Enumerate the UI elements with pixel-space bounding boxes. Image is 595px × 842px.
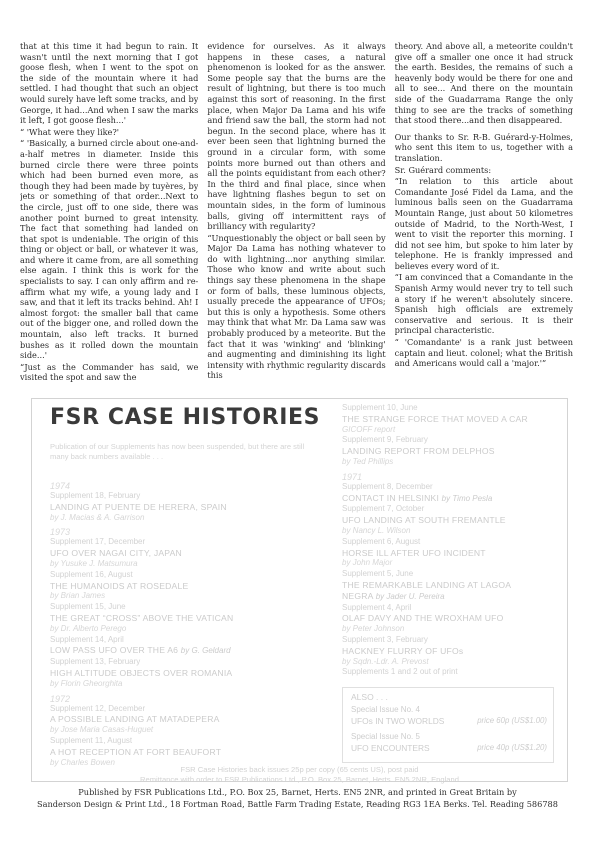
supplement-title [50, 668, 320, 679]
supplement-entry [342, 435, 557, 467]
article-column-1 [20, 41, 198, 391]
supplement-list-right [342, 403, 557, 678]
supplement-entry [50, 570, 320, 602]
publisher-line-1: Published by FSR Publications Ltd., P.O. Box 25, Barnet, Herts. EN5 2NR, and printed in Great Britain by [78, 787, 517, 797]
supplement-title-text: THE HUMANOIDS AT ROSEDALE [50, 580, 189, 591]
supplement-title-text: UFO OVER NAGAI CITY, JAPAN [50, 548, 182, 559]
also-box [342, 687, 554, 763]
supplement-number: Supplement 5, June [342, 569, 414, 579]
supplement-number: Supplement 15, June [50, 602, 126, 612]
supplement-title [342, 580, 557, 591]
supplement-entry [342, 403, 557, 435]
supplement-title [342, 493, 557, 505]
supplement-number: Supplement 16, August [50, 569, 133, 579]
supplement-title-text: THE REMARKABLE LANDING AT LAGOA [342, 579, 512, 590]
article-paragraph: that at this time it had begun to rain. It wasn't until the next morning that I got goose flesh, when I went to the spot on the side of the mountain where it had settled. I had thought that such an object would surely have left some tracks, and by George, it had...And when I saw the marks it left, I got goose flesh...' [20, 41, 199, 126]
also-label: ALSO . . . [351, 692, 388, 702]
article-paragraph: “Unquestionably the object or ball seen by Major Da Lama has nothing whatever to do with lightning...nor anything similar. Those who know and write about such things say these phenomena in the shape or form of balls, these luminous objects, usually precede the appearance of UFOs; but this is only a hypothesis. Some others may think that what Mr. Da Lama saw was probably produced by a meteorite. But the fact that it was 'winking' and 'blinking' and augmenting and diminishing its light intensity with rhythmic regularity discards this [207, 232, 386, 381]
supplement-title [50, 645, 320, 657]
supplement-author: by Charles Bowen [50, 757, 115, 767]
article-column-2 [207, 41, 385, 391]
article-paragraph: Sr. Guérard comments: [394, 164, 492, 175]
article-paragraph: “In relation to this article about Comandante José Fidel da Lama, and the luminous balls seen on the Guadarrama Mountain Range, just about 50 kilometres outside of Madrid, to the North-West, I went to visit the reporter this morning. I did not see him, but spoke to him later by telephone. He is frankly impressed and believes every word of it. [394, 176, 573, 271]
special-issue-label: Special Issue No. 5 [351, 732, 420, 741]
supplement-number: Supplement 3, February [342, 634, 428, 644]
article-paragraph: “ 'Comandante' is a rank just between captain and lieut. colonel; what the British and Americans would call a 'major.'” [394, 337, 573, 369]
supplement-title-text: OLAF DAVY AND THE WROXHAM UFO [342, 613, 504, 624]
special-issue-label: Special Issue No. 4 [351, 705, 420, 714]
supplement-author: by Peter Johnson [342, 624, 405, 634]
case-histories-box [31, 398, 568, 782]
supplement-entry [342, 569, 557, 602]
supplement-title-text: HIGH ALTITUDE OBJECTS OVER ROMANIA [50, 667, 233, 678]
year-heading: 1972 [50, 693, 71, 704]
supplement-number: Supplement 4, April [342, 602, 412, 612]
supplement-title [50, 714, 320, 725]
supplement-entry [342, 635, 557, 667]
supplement-title-text: LOW PASS UFO OVER THE A6 [50, 645, 179, 656]
supplement-entry [50, 491, 320, 523]
supplement-author: by Brian James [50, 591, 106, 601]
supplement-entry [50, 635, 320, 658]
special-issue-price: price 40p (US$1.20) [477, 742, 547, 752]
supplement-title-text: A HOT RECEPTION AT FORT BEAUFORT [50, 746, 222, 757]
year-heading: 1973 [50, 527, 71, 538]
supplement-number: Supplement 14, April [50, 634, 124, 644]
supplement-title-text: HORSE ILL AFTER UFO INCIDENT [342, 547, 486, 558]
supplement-author: by J. Macias & A. Garrison [50, 512, 145, 522]
supplement-author: GICOFF report [342, 424, 396, 434]
supplement-number: Supplement 18, February [50, 491, 141, 500]
supplement-entry [50, 736, 320, 768]
supplement-list-left [50, 477, 320, 768]
article-columns [20, 41, 573, 391]
supplement-number: Supplement 6, August [342, 536, 421, 546]
article-paragraph: “I am convinced that a Comandante in the Spanish Army would never try to tell such a story if he weren't absolutely sincere. Spanish high officials are extremely conservative and serious. It is their principal characteristic. [394, 272, 573, 336]
special-issue [351, 705, 547, 726]
article-paragraph: theory. And above all, a meteorite couldn't give off a smaller one once it had struck the earth. Besides, the remains of such a heavenly body would be there for one and all to see... And there on the mountain side of the Guadarrama Range the only thing to see are the tracks of something that stood there...and then disappeared. [394, 41, 573, 126]
supplement-title-text: LANDING REPORT FROM DELPHOS [342, 446, 495, 457]
article-paragraph: “ 'What were they like?' [20, 126, 120, 137]
supplement-author: by G. Geldard [180, 646, 231, 656]
supplement-author: by Florin Gheorghita [50, 678, 123, 688]
supplement-author: by Dr. Alberto Perego [50, 623, 127, 633]
supplement-title-text: CONTACT IN HELSINKI [342, 492, 440, 503]
supplement-entry [50, 537, 320, 569]
article-paragraph: Our thanks to Sr. R-B. Guérard-y-Holmes, who sent this item to us, together with a translation. [394, 131, 573, 163]
supplement-title-text: THE STRANGE FORCE THAT MOVED A CAR [342, 413, 528, 424]
article-paragraph: evidence for ourselves. As it always happens in these cases, a natural phenomenon is looked for as the answer. Some people say that the burns are the result of lightning, but there is too much against this sort of reasoning. In the first place, when Major Da Lama and his wife and friend saw the ball, the storm had not begun. In the second place, where has it ever been seen that lightning burned the ground in a circular form, with some points more burned out than others and all the points equidistant from each other? In the third and final place, since when have lightning flashes begun to set on mountain sides, in the form of luminous balls, giving off intermittent rays of brilliancy with regularity? [207, 41, 386, 232]
supplement-author: by Sqdn.-Ldr. A. Prevost [342, 656, 429, 666]
supplement-title-text: UFO LANDING AT SOUTH FREMANTLE [342, 515, 506, 526]
supplement-title [342, 646, 557, 657]
supplement-number: Supplement 13, February [50, 657, 141, 667]
supplement-entry [342, 504, 557, 536]
supplement-title-text: HACKNEY FLURRY OF UFOs [342, 645, 464, 656]
article-paragraph: “Just as the Commander has said, we visited the spot and saw the [20, 361, 199, 383]
supplement-author: by Jose Maria Casas-Huguet [50, 725, 154, 735]
supplement-entry [50, 657, 320, 689]
supplement-title-continued [342, 591, 557, 603]
special-issue-title: UFO ENCOUNTERS [351, 742, 430, 753]
out-of-print-note [342, 667, 557, 678]
supplement-title [342, 446, 557, 457]
supplement-number: Supplement 9, February [342, 435, 428, 445]
supplement-author: by Yusuke J. Matsumura [50, 558, 138, 568]
case-histories-remittance-line: Remittance with order to FSR Publications Ltd., P.O. Box 25, Barnet, Herts. EN5 2NR, England [140, 775, 459, 784]
supplement-author: by Timo Pesla [441, 493, 493, 503]
year-heading: 1971 [342, 471, 363, 482]
supplement-entry [342, 482, 557, 505]
supplement-number: Supplement 12, December [50, 703, 146, 713]
supplement-number: Supplement 11, August [50, 735, 133, 745]
article-paragraph: “ 'Basically, a burned circle about one-and-a-half metres in diameter. Inside this burned circle there were three points which had been burned even more, as though they had been made by tuyères, by jets or something of that order...Next to the circle, just off to one side, there was another point burned to great intensity. The fact that something had landed on that spot is undeniable. The origin of this thing or object or ball, or whatever it was, and where it came from, are all something else again. I think this is work for the specialists to say. I can only affirm and re-affirm what my wife, a young lady and I saw, and that it left its tracks behind. Ah! I almost forgot: the smaller ball that came out of the bigger one, and rolled down the mountain, also left tracks. It burned bushes as it rolled down the mountain side...' [20, 138, 199, 361]
supplement-title [342, 613, 557, 624]
supplement-entry [342, 603, 557, 635]
supplement-number: Supplement 8, December [342, 481, 433, 491]
supplement-title [50, 747, 320, 758]
publisher-line-2: Sanderson Design & Print Ltd., 18 Fortman Road, Battle Farm Trading Estate, Reading RG3 1EA Berks. Tel. Reading 586788 [37, 799, 558, 809]
supplement-title-text: THE GREAT “CROSS” ABOVE THE VATICAN [50, 612, 234, 623]
year-heading: 1974 [50, 481, 71, 491]
supplement-title [342, 414, 557, 425]
special-issue [351, 732, 547, 753]
case-histories-price-line: FSR Case Histories back issues 25p per copy (65 cents US), post paid [180, 765, 419, 774]
supplement-title [50, 548, 320, 559]
out-of-print-text: Supplements 1 and 2 out of print [342, 667, 458, 677]
supplement-title [50, 613, 320, 624]
supplement-title-text: NEGRA [342, 590, 374, 601]
supplement-title [342, 515, 557, 526]
supplement-author: by John Major [342, 558, 393, 568]
supplement-entry [50, 602, 320, 634]
supplement-author: by Ted Phillips [342, 456, 394, 466]
supplement-entry [50, 704, 320, 736]
supplement-title [342, 548, 557, 559]
supplement-title-text: LANDING AT PUENTE DE HERERA, SPAIN [50, 501, 227, 512]
supplement-number: Supplement 17, December [50, 537, 146, 547]
supplement-number: Supplement 10, June [342, 403, 418, 412]
supplement-entry [342, 537, 557, 569]
supplement-title [50, 502, 320, 513]
supplement-title [50, 581, 320, 592]
supplement-author: by Nancy L. Wilson [342, 525, 411, 535]
case-histories-title: FSR CASE HISTORIES [50, 405, 321, 430]
supplement-number: Supplement 7, October [342, 504, 425, 514]
supplement-title-text: A POSSIBLE LANDING AT MATADEPERA [50, 714, 220, 725]
case-histories-intro: Publication of our Supplements has now been suspended, but there are still many back numbers available . . . [50, 442, 305, 461]
special-issue-title: UFOs IN TWO WORLDS [351, 715, 445, 726]
special-issue-price: price 60p (US$1.00) [477, 715, 547, 725]
article-column-3 [395, 41, 573, 391]
supplement-author: by Jader U. Pereira [375, 591, 445, 601]
